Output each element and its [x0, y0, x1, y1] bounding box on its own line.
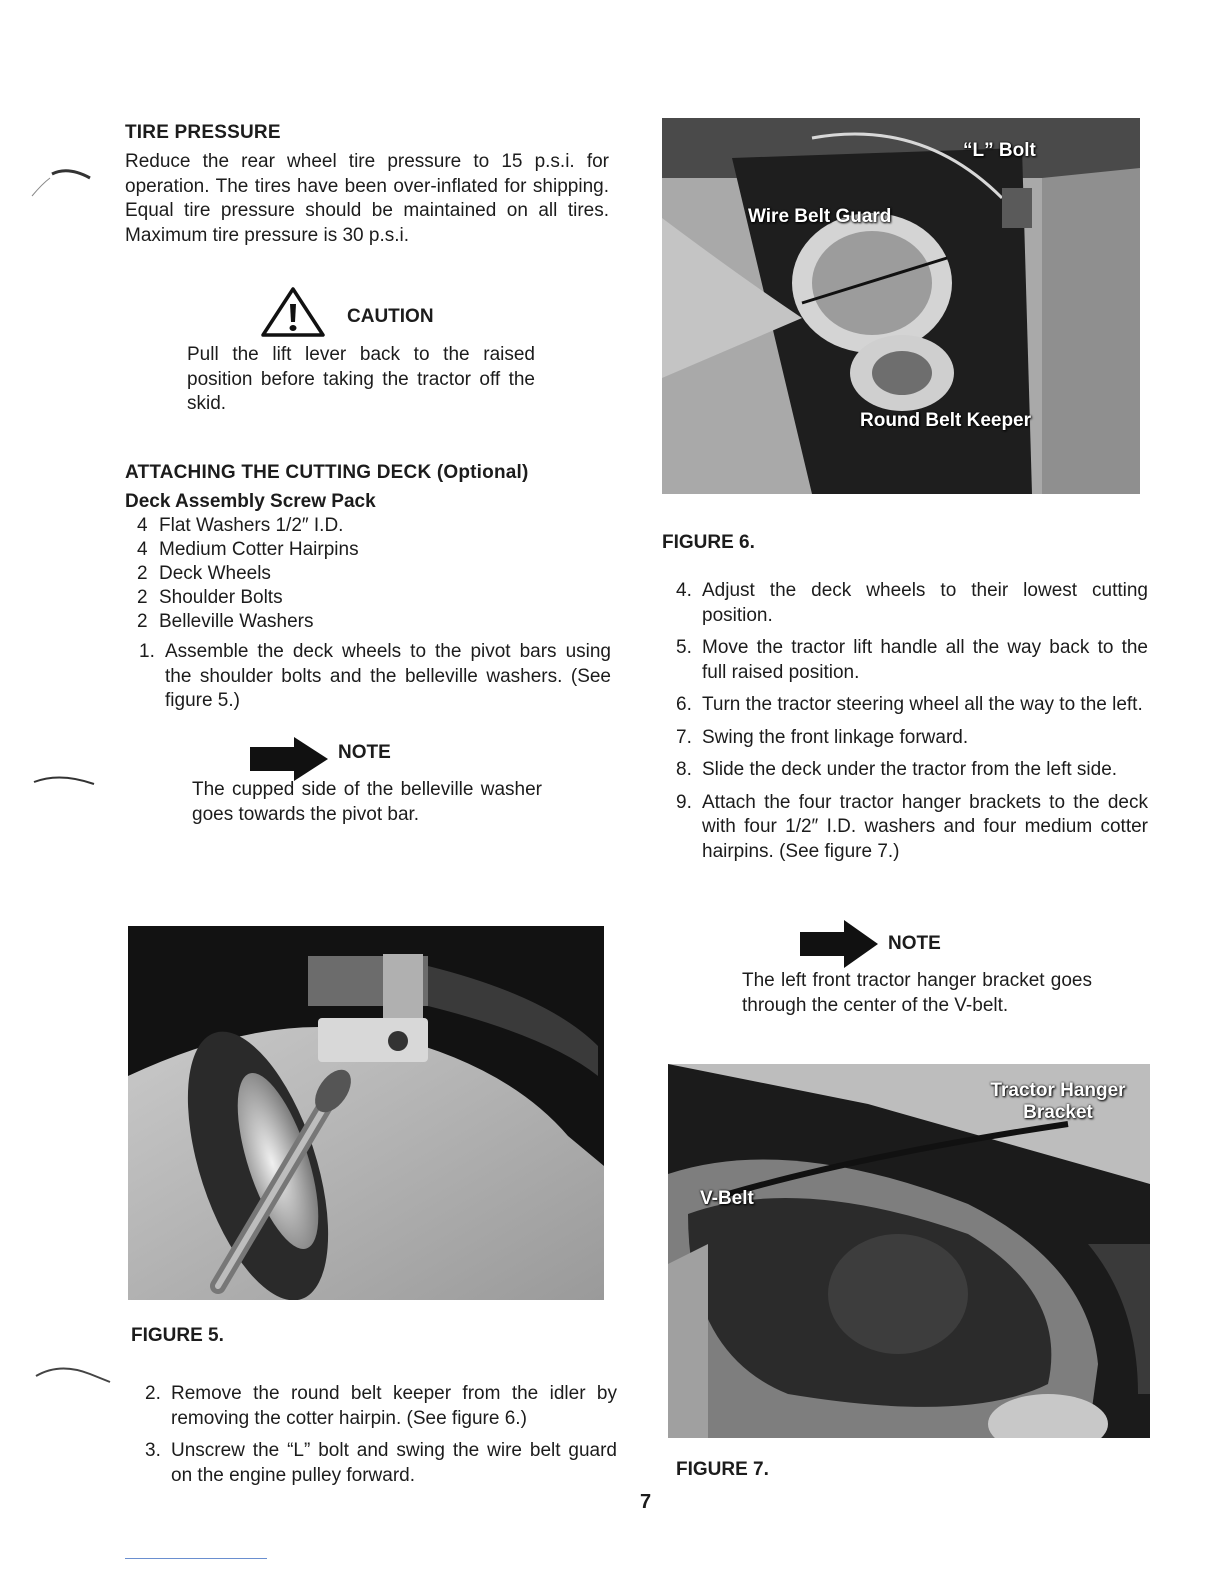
caution-label: CAUTION [347, 306, 434, 327]
list-item: 4 Flat Washers 1/2″ I.D. [137, 515, 344, 536]
note-arrow-icon [798, 918, 880, 970]
tire-pressure-heading: TIRE PRESSURE [125, 122, 281, 143]
tractor-hanger-bracket-label: Tractor Hanger Bracket [990, 1080, 1126, 1123]
note-arrow-icon [248, 735, 330, 783]
list-item: 4 Medium Cotter Hairpins [137, 539, 359, 560]
steps-list-3 [662, 579, 1148, 872]
scan-mark [30, 1360, 120, 1390]
figure-7-caption: FIGURE 7. [676, 1459, 769, 1480]
note-text: The left front tractor hanger bracket goes through the center of the V-belt. [742, 970, 1092, 1016]
list-item: 2. Remove the round belt keeper from the idler by removing the cotter hairpin. (See figure 6.) [145, 1383, 617, 1429]
list-item: 8. Slide the deck under the tractor from the left side. [676, 759, 1118, 780]
note-text: The cupped side of the belleville washer goes towards the pivot bar. [192, 779, 542, 825]
scan-mark [28, 160, 98, 200]
screw-pack-list [125, 514, 359, 634]
wire-belt-guard-label: Wire Belt Guard [748, 206, 892, 227]
figure-6-photo [662, 118, 1140, 494]
page-number: 7 [640, 1491, 652, 1513]
list-item: 4. Adjust the deck wheels to their lowest cutting position. [676, 580, 1148, 626]
figure-6-caption: FIGURE 6. [662, 532, 755, 553]
steps-list-2 [131, 1382, 617, 1496]
caution-text: Pull the lift lever back to the raised position before taking the tractor off the skid. [187, 344, 535, 414]
list-item: 7. Swing the front linkage forward. [676, 726, 969, 748]
figure-5-photo [128, 926, 604, 1300]
round-belt-keeper-label: Round Belt Keeper [860, 410, 1032, 431]
list-item: 2 Deck Wheels [137, 563, 271, 584]
list-item: 2 Belleville Washers [137, 611, 314, 632]
attaching-deck-heading: ATTACHING THE CUTTING DECK (Optional) [125, 462, 529, 483]
list-item: 6. Turn the tractor steering wheel all the way to the left. [676, 694, 1143, 715]
list-item: 9. Attach the four tractor hanger brackets to the deck with four 1/2″ I.D. washers and four medium cotter hairpins. (See figure 7.) [676, 791, 1148, 862]
list-item: 5. Move the tractor lift handle all the way back to the full raised position. [676, 637, 1148, 683]
tire-pressure-text: Reduce the rear wheel tire pressure to 15 p.s.i. for operation. The tires have been over-inflated for shipping. Equal tire pressure should be maintained on all tires. Maximum tire pressure is 30 p.s.i. [125, 151, 609, 246]
list-item: 2 Shoulder Bolts [137, 587, 283, 608]
list-item: 3. Unscrew the “L” bolt and swing the wire belt guard on the engine pulley forward. [145, 1440, 617, 1486]
scan-mark [30, 770, 100, 790]
steps-list-1 [125, 640, 611, 722]
note-label: NOTE [338, 742, 391, 763]
figure-5-caption: FIGURE 5. [131, 1325, 224, 1346]
l-bolt-label: “L” Bolt [963, 140, 1036, 161]
note-label: NOTE [888, 933, 941, 954]
bottom-rule [125, 1558, 267, 1559]
list-item: 1. Assemble the deck wheels to the pivot bars using the shoulder bolts and the belleville washers. (See figure 5.) [139, 641, 611, 711]
figure-7-photo [668, 1064, 1150, 1438]
screw-pack-heading: Deck Assembly Screw Pack [125, 491, 376, 512]
v-belt-label: V-Belt [700, 1188, 754, 1209]
warning-triangle-icon [260, 286, 326, 338]
